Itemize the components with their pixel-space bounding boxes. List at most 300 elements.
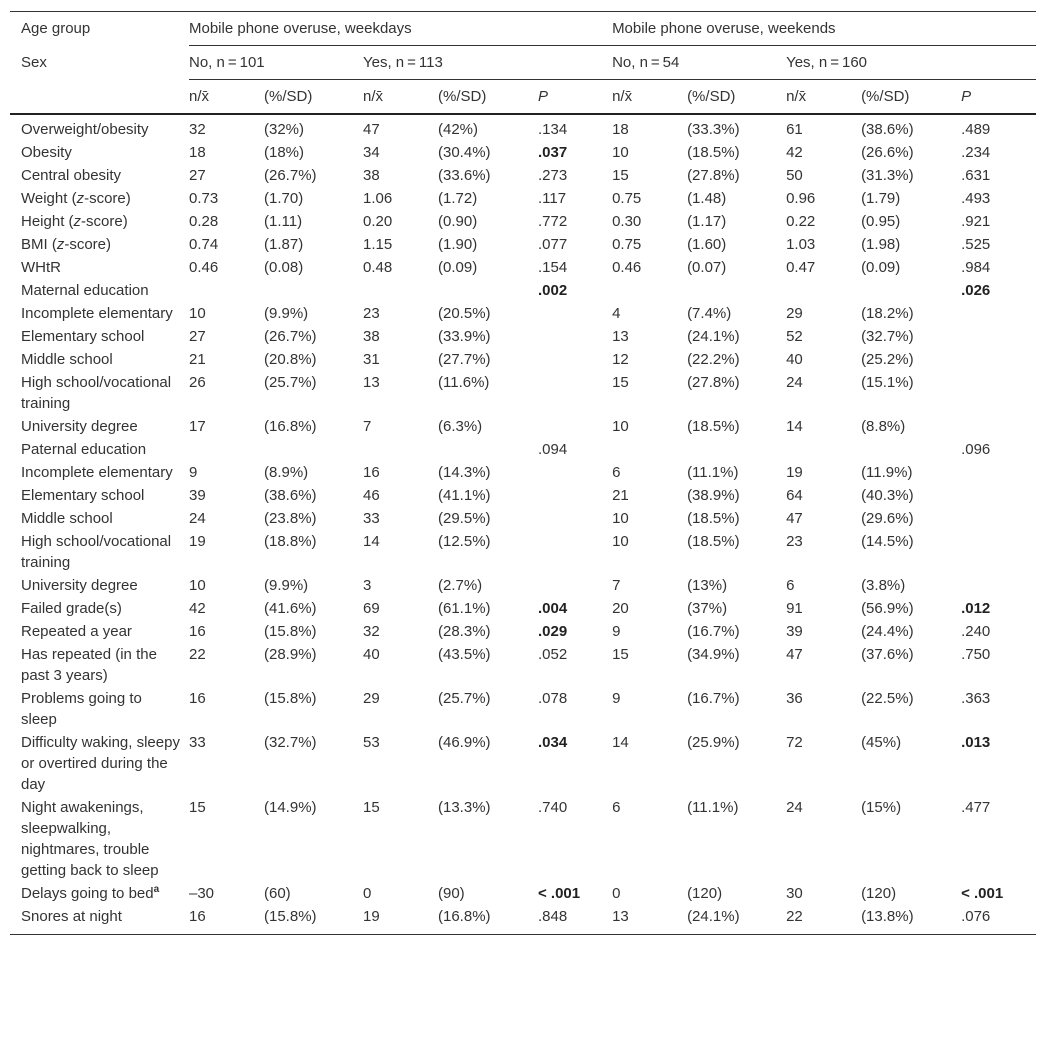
row-label — [10, 643, 189, 687]
value-cell: (24.4%) — [861, 623, 914, 640]
value-cell: (27.8%) — [687, 167, 740, 184]
p-value-cell: .029 — [538, 623, 568, 640]
p-value-cell: .740 — [538, 799, 568, 816]
table-row — [10, 438, 1036, 461]
p-value-cell: .772 — [538, 213, 568, 230]
value-cell: 38 — [363, 167, 380, 184]
age-group-header: Age group — [10, 12, 189, 46]
row-label — [10, 114, 189, 141]
p-value-cell — [961, 348, 1036, 371]
p-value-cell — [961, 530, 1036, 574]
weekdays-no-header: No, n = 101 — [189, 46, 363, 80]
value-cell: 6 — [612, 799, 621, 816]
value-cell: (61.1%) — [438, 600, 491, 617]
row-label — [10, 905, 189, 935]
value-cell — [189, 438, 264, 461]
value-cell: 29 — [786, 305, 803, 322]
row-label-text: Central obesity — [21, 167, 122, 184]
value-cell: (26.7%) — [264, 167, 317, 184]
value-cell: 24 — [786, 799, 803, 816]
row-label — [10, 256, 189, 279]
value-cell: 0.73 — [189, 190, 219, 207]
p-value-cell: < .001 — [961, 885, 1004, 902]
table-row — [10, 325, 1036, 348]
value-cell: 33 — [363, 510, 380, 527]
table-row — [10, 371, 1036, 415]
value-cell: (0.07) — [687, 259, 727, 276]
p-value-cell: .076 — [961, 905, 1036, 935]
value-cell: 0.47 — [786, 259, 816, 276]
row-label-text: Snores at night — [21, 908, 122, 925]
value-cell: 38 — [363, 328, 380, 345]
value-cell: 15 — [363, 799, 380, 816]
value-cell: 0.30 — [612, 213, 642, 230]
we-p-header — [961, 80, 1036, 115]
value-cell: 0.96 — [786, 190, 816, 207]
table-row — [10, 256, 1036, 279]
value-cell: 18 — [189, 144, 206, 161]
row-label — [10, 597, 189, 620]
row-label-suffix: -score) — [84, 190, 131, 207]
value-cell: 10 — [612, 144, 629, 161]
value-cell: 0.74 — [189, 236, 219, 253]
value-cell: 24 — [189, 510, 206, 527]
value-cell: 13 — [612, 905, 687, 935]
value-cell: (18.5%) — [687, 533, 740, 550]
row-label — [10, 620, 189, 643]
value-cell: 14 — [363, 533, 380, 550]
value-cell: 16 — [189, 905, 264, 935]
value-cell: (16.7%) — [687, 623, 740, 640]
value-cell: 15 — [612, 646, 629, 663]
table-row — [10, 461, 1036, 484]
row-label-text: Difficulty waking, sleepy or overtired during the day — [21, 734, 180, 793]
p-value-cell: .240 — [961, 623, 991, 640]
value-cell: 19 — [363, 905, 438, 935]
row-label — [10, 210, 189, 233]
value-cell: –30 — [189, 885, 215, 902]
value-cell: (15%) — [861, 799, 902, 816]
value-cell — [438, 438, 538, 461]
p-value-cell: .012 — [961, 600, 991, 617]
value-cell: (16.7%) — [687, 690, 740, 707]
row-label — [10, 796, 189, 882]
row-label-text: High school/vocational training — [21, 374, 172, 412]
row-label-text: High school/vocational training — [21, 533, 172, 571]
row-label-text: Failed grade(s) — [21, 600, 122, 617]
we-yes-n-header: n/x̄ — [786, 80, 861, 115]
value-cell: (8.8%) — [861, 418, 906, 435]
value-cell: (38.6%) — [264, 487, 317, 504]
value-cell: (9.9%) — [264, 577, 309, 594]
p-value-cell — [538, 348, 612, 371]
value-cell: (25.2%) — [861, 351, 914, 368]
value-cell: 16 — [189, 623, 206, 640]
value-cell: (18.5%) — [687, 510, 740, 527]
p-value-cell — [961, 302, 1036, 325]
value-cell: 33 — [189, 734, 206, 751]
value-cell: 22 — [786, 905, 861, 935]
value-cell: 0.22 — [786, 213, 816, 230]
p-value-cell — [961, 507, 1036, 530]
results-table — [10, 11, 1036, 935]
p-value-cell: .037 — [538, 144, 568, 161]
value-cell: (33.3%) — [687, 121, 740, 138]
value-cell: 61 — [786, 121, 803, 138]
value-cell: (33.9%) — [438, 328, 491, 345]
value-cell: (1.72) — [438, 190, 478, 207]
value-cell: (120) — [861, 885, 897, 902]
p-value-cell: .134 — [538, 121, 568, 138]
p-value-cell: .002 — [538, 282, 568, 299]
p-value-cell: .984 — [961, 259, 991, 276]
value-cell: (18%) — [264, 144, 305, 161]
row-label-text: Middle school — [21, 510, 113, 527]
value-cell — [264, 438, 363, 461]
value-cell: (41.1%) — [438, 487, 491, 504]
value-cell: (25.7%) — [264, 374, 317, 391]
table-row — [10, 164, 1036, 187]
wd-no-n-header: n/x̄ — [189, 80, 264, 115]
value-cell — [687, 279, 786, 302]
p-value-cell — [961, 371, 1036, 415]
value-cell: 10 — [612, 510, 629, 527]
value-cell — [612, 279, 687, 302]
row-label-text: Repeated a year — [21, 623, 132, 640]
row-label-text: Incomplete elementary — [21, 305, 173, 322]
row-label — [10, 484, 189, 507]
value-cell: 46 — [363, 487, 380, 504]
table-row — [10, 905, 1036, 935]
table-row — [10, 796, 1036, 882]
value-cell: (37.6%) — [861, 646, 914, 663]
value-cell: 39 — [189, 487, 206, 504]
value-cell: (46.9%) — [438, 734, 491, 751]
value-cell: (25.9%) — [687, 734, 740, 751]
row-label-text: Obesity — [21, 144, 72, 161]
weekends-yes-header: Yes, n = 160 — [786, 46, 1036, 80]
p-value-cell — [538, 530, 612, 574]
row-label-text: Has repeated (in the past 3 years) — [21, 646, 157, 684]
p-value-cell: .493 — [961, 190, 991, 207]
value-cell: (18.2%) — [861, 305, 914, 322]
value-cell: 32 — [363, 623, 380, 640]
value-cell: (0.09) — [861, 259, 901, 276]
table-row — [10, 731, 1036, 796]
p-value-cell — [961, 325, 1036, 348]
table-row — [10, 687, 1036, 731]
value-cell — [786, 438, 861, 461]
row-label — [10, 530, 189, 574]
value-cell: (13.8%) — [861, 905, 961, 935]
wd-p-header — [538, 80, 612, 115]
value-cell: 27 — [189, 328, 206, 345]
value-cell: 9 — [612, 690, 621, 707]
value-cell: 0.48 — [363, 259, 393, 276]
row-label — [10, 302, 189, 325]
p-value-cell: .026 — [961, 282, 991, 299]
p-value-cell: .631 — [961, 167, 991, 184]
value-cell: 27 — [189, 167, 206, 184]
results-table-container — [10, 11, 1036, 935]
value-cell: (1.60) — [687, 236, 727, 253]
value-cell: 6 — [786, 577, 795, 594]
row-label — [10, 371, 189, 415]
footnote-marker: a — [153, 884, 160, 895]
value-cell: (18.8%) — [264, 533, 317, 550]
p-value-cell — [538, 415, 612, 438]
p-value-cell — [961, 461, 1036, 484]
p-value-cell — [961, 415, 1036, 438]
row-label-italic: z — [56, 236, 65, 253]
row-label-text: Overweight/obesity — [21, 121, 149, 138]
value-cell: (7.4%) — [687, 305, 732, 322]
row-label — [10, 233, 189, 256]
row-label-text: Night awakenings, sleepwalking, nightmares, trouble getting back to sleep — [21, 799, 159, 879]
value-cell: (0.09) — [438, 259, 478, 276]
value-cell: 30 — [786, 885, 803, 902]
p-value-cell — [538, 507, 612, 530]
value-cell: 0 — [612, 885, 621, 902]
weekends-header: Mobile phone overuse, weekends — [612, 12, 1036, 46]
value-cell: 0.20 — [363, 213, 393, 230]
wd-yes-pct-header: (%/SD) — [438, 80, 538, 115]
value-cell: 7 — [612, 577, 621, 594]
p-value-cell: .477 — [961, 799, 991, 816]
value-cell: 64 — [786, 487, 803, 504]
row-label-text: Middle school — [21, 351, 113, 368]
row-label-text: BMI ( — [21, 236, 57, 253]
row-label-text: University degree — [21, 577, 138, 594]
value-cell — [786, 279, 861, 302]
value-cell: 12 — [612, 351, 629, 368]
value-cell — [687, 438, 786, 461]
p-value-cell: .489 — [961, 121, 991, 138]
value-cell: 1.15 — [363, 236, 393, 253]
value-cell: (0.95) — [861, 213, 901, 230]
value-cell: (26.7%) — [264, 328, 317, 345]
table-body — [10, 114, 1036, 935]
value-cell: 32 — [189, 121, 206, 138]
table-row — [10, 415, 1036, 438]
value-cell: 0.46 — [612, 259, 642, 276]
value-cell: (1.17) — [687, 213, 727, 230]
value-cell: (1.11) — [264, 213, 303, 230]
row-label-text: Delays going to bed — [21, 885, 154, 902]
value-cell: 21 — [612, 487, 629, 504]
value-cell: 0.75 — [612, 236, 642, 253]
value-cell: (13.3%) — [438, 799, 491, 816]
value-cell: 17 — [189, 418, 206, 435]
value-cell: (29.6%) — [861, 510, 914, 527]
value-cell: 34 — [363, 144, 380, 161]
table-row — [10, 114, 1036, 141]
value-cell: 0.28 — [189, 213, 219, 230]
p-value-cell: .078 — [538, 690, 568, 707]
row-label — [10, 882, 189, 905]
value-cell: 10 — [612, 418, 629, 435]
value-cell: (23.8%) — [264, 510, 317, 527]
value-cell: 16 — [363, 464, 380, 481]
we-no-n-header: n/x̄ — [612, 80, 687, 115]
p-value-cell — [538, 461, 612, 484]
we-yes-pct-header: (%/SD) — [861, 80, 961, 115]
row-label-italic: z — [73, 213, 82, 230]
value-cell: 52 — [786, 328, 803, 345]
value-cell: (8.9%) — [264, 464, 309, 481]
row-label — [10, 348, 189, 371]
value-cell: (22.2%) — [687, 351, 740, 368]
value-cell: 40 — [363, 646, 380, 663]
we-no-pct-header: (%/SD) — [687, 80, 786, 115]
value-cell: (27.8%) — [687, 374, 740, 391]
row-label-text: Maternal education — [21, 282, 149, 299]
value-cell: (26.6%) — [861, 144, 914, 161]
value-cell: (29.5%) — [438, 510, 491, 527]
p-value-cell: .234 — [961, 144, 991, 161]
value-cell: 24 — [786, 374, 803, 391]
table-row — [10, 620, 1036, 643]
value-cell — [264, 279, 363, 302]
wd-p-label: P — [538, 88, 549, 105]
value-cell: 26 — [189, 374, 206, 391]
row-label — [10, 461, 189, 484]
weekdays-yes-header: Yes, n = 113 — [363, 46, 612, 80]
table-header — [10, 12, 1036, 115]
p-value-cell: .273 — [538, 167, 568, 184]
value-cell: 91 — [786, 600, 803, 617]
value-cell: (11.6%) — [438, 374, 490, 391]
value-cell: (11.1%) — [687, 799, 739, 816]
value-cell: 14 — [786, 418, 803, 435]
value-cell: 1.06 — [363, 190, 393, 207]
value-cell: (1.79) — [861, 190, 901, 207]
value-cell: 36 — [786, 690, 803, 707]
value-cell: (1.90) — [438, 236, 478, 253]
value-cell: 7 — [363, 418, 372, 435]
p-value-cell: .921 — [961, 213, 991, 230]
value-cell: 3 — [363, 577, 372, 594]
value-cell: (45%) — [861, 734, 902, 751]
table-row — [10, 302, 1036, 325]
row-label-text: Paternal education — [21, 441, 147, 458]
value-cell: (38.9%) — [687, 487, 740, 504]
p-value-cell: .013 — [961, 734, 991, 751]
row-label-text: Height ( — [21, 213, 74, 230]
value-cell: 22 — [189, 646, 206, 663]
value-cell: 20 — [612, 600, 629, 617]
table-row — [10, 882, 1036, 905]
row-label-text: University degree — [21, 418, 138, 435]
value-cell: (16.8%) — [438, 905, 538, 935]
value-cell: (14.9%) — [264, 799, 317, 816]
value-cell — [438, 279, 538, 302]
row-label-suffix: -score) — [81, 213, 128, 230]
row-label-text: Weight ( — [21, 190, 77, 207]
value-cell: 18 — [612, 121, 629, 138]
value-cell: 21 — [189, 351, 206, 368]
value-cell: (32.7%) — [264, 734, 317, 751]
value-cell: (15.8%) — [264, 623, 317, 640]
value-cell: (42%) — [438, 121, 479, 138]
value-cell: (12.5%) — [438, 533, 491, 550]
value-cell: 50 — [786, 167, 803, 184]
value-cell — [189, 279, 264, 302]
p-value-cell: .154 — [538, 259, 568, 276]
p-value-cell: .117 — [538, 190, 567, 207]
value-cell: (13%) — [687, 577, 728, 594]
p-value-cell: .750 — [961, 646, 991, 663]
value-cell: 19 — [189, 533, 206, 550]
row-label-text: Incomplete elementary — [21, 464, 173, 481]
value-cell: 15 — [612, 167, 629, 184]
row-label-italic: z — [76, 190, 85, 207]
value-cell: (32%) — [264, 121, 305, 138]
value-cell: 19 — [786, 464, 803, 481]
value-cell: 9 — [189, 464, 198, 481]
value-cell: (30.4%) — [438, 144, 491, 161]
value-cell: (9.9%) — [264, 305, 309, 322]
value-cell — [363, 279, 438, 302]
row-label-text: Elementary school — [21, 328, 145, 345]
value-cell: 14 — [612, 734, 629, 751]
p-value-cell: .094 — [538, 441, 568, 458]
value-cell: 16 — [189, 690, 206, 707]
value-cell: (0.08) — [264, 259, 304, 276]
value-cell: (16.8%) — [264, 418, 317, 435]
value-cell: (20.8%) — [264, 351, 317, 368]
value-cell: (31.3%) — [861, 167, 914, 184]
p-value-cell: .096 — [961, 441, 991, 458]
value-cell: (25.7%) — [438, 690, 491, 707]
row-label-text: Problems going to sleep — [21, 690, 142, 728]
table-row — [10, 233, 1036, 256]
wd-no-pct-header: (%/SD) — [264, 80, 363, 115]
p-value-cell: .848 — [538, 905, 612, 935]
p-value-cell — [538, 325, 612, 348]
table-row — [10, 210, 1036, 233]
value-cell: 10 — [189, 577, 206, 594]
value-cell: 72 — [786, 734, 803, 751]
value-cell: 31 — [363, 351, 380, 368]
p-value-cell — [538, 484, 612, 507]
value-cell: (11.1%) — [687, 464, 739, 481]
value-cell: 23 — [363, 305, 380, 322]
p-value-cell: .052 — [538, 646, 568, 663]
row-label — [10, 141, 189, 164]
table-row — [10, 187, 1036, 210]
p-value-cell — [961, 574, 1036, 597]
value-cell: (41.6%) — [264, 600, 317, 617]
table-row — [10, 574, 1036, 597]
value-cell: 29 — [363, 690, 380, 707]
value-cell: (15.8%) — [264, 690, 317, 707]
value-cell: 1.03 — [786, 236, 816, 253]
row-label — [10, 187, 189, 210]
row-label-text: WHtR — [21, 259, 61, 276]
value-cell: (1.70) — [264, 190, 304, 207]
value-cell: (43.5%) — [438, 646, 491, 663]
p-value-cell — [538, 371, 612, 415]
row-label — [10, 574, 189, 597]
row-label — [10, 279, 189, 302]
value-cell: 4 — [612, 305, 621, 322]
value-cell: 40 — [786, 351, 803, 368]
value-cell: (37%) — [687, 600, 728, 617]
weekends-no-header: No, n = 54 — [612, 46, 786, 80]
value-cell: (120) — [687, 885, 723, 902]
value-cell: (2.7%) — [438, 577, 483, 594]
